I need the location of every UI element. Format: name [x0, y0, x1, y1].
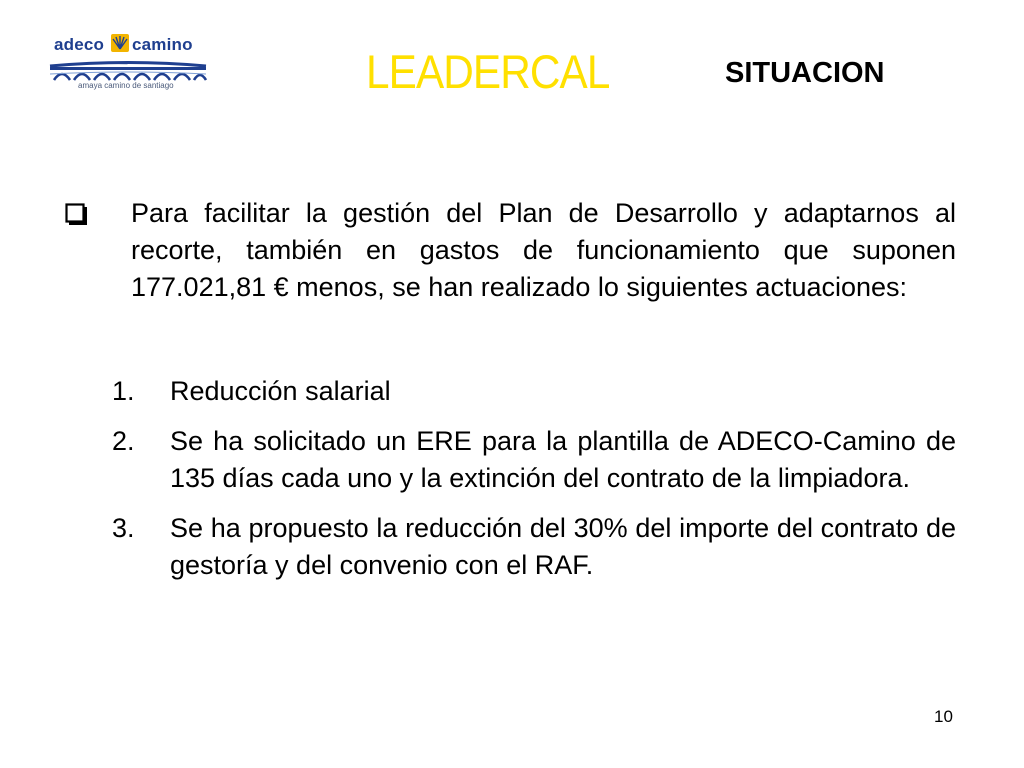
checkbox-square-icon: [65, 203, 88, 225]
adeco-camino-logo: [48, 34, 208, 94]
list-item-text: Se ha solicitado un ERE para la plantilla de ADECO-Camino de 135 días cada uno y la extinción del contrato de la limpiadora.: [170, 426, 956, 493]
intro-paragraph: Para facilitar la gestión del Plan de Desarrollo y adaptarnos al recorte, también en gastos de funcionamiento que suponen 177.021,81 € menos, se han realizado lo siguientes actuaciones:: [131, 198, 956, 302]
bridge-icon: [48, 58, 208, 82]
list-item-text: Reducción salarial: [170, 376, 391, 406]
scallop-shell-icon: [111, 34, 129, 52]
list-item-number: 1.: [112, 376, 135, 406]
section-title: SITUACION: [725, 57, 885, 89]
brand-title: LEADERCAL: [366, 45, 610, 98]
list-item-number: 3.: [112, 513, 135, 543]
list-item: [112, 373, 956, 410]
list-item: [112, 423, 956, 497]
logo-word-camino: camino: [132, 35, 193, 54]
list-item-number: 2.: [112, 426, 135, 456]
logo-tagline: amaya camino de santiago: [78, 81, 174, 90]
page-number: 10: [934, 707, 953, 726]
list-item: [112, 510, 956, 584]
logo-word-adeco: adeco: [54, 35, 105, 54]
actions-list: [112, 373, 956, 597]
list-item-text: Se ha propuesto la reducción del 30% del importe del contrato de gestoría y del convenio con el RAF.: [170, 513, 956, 580]
